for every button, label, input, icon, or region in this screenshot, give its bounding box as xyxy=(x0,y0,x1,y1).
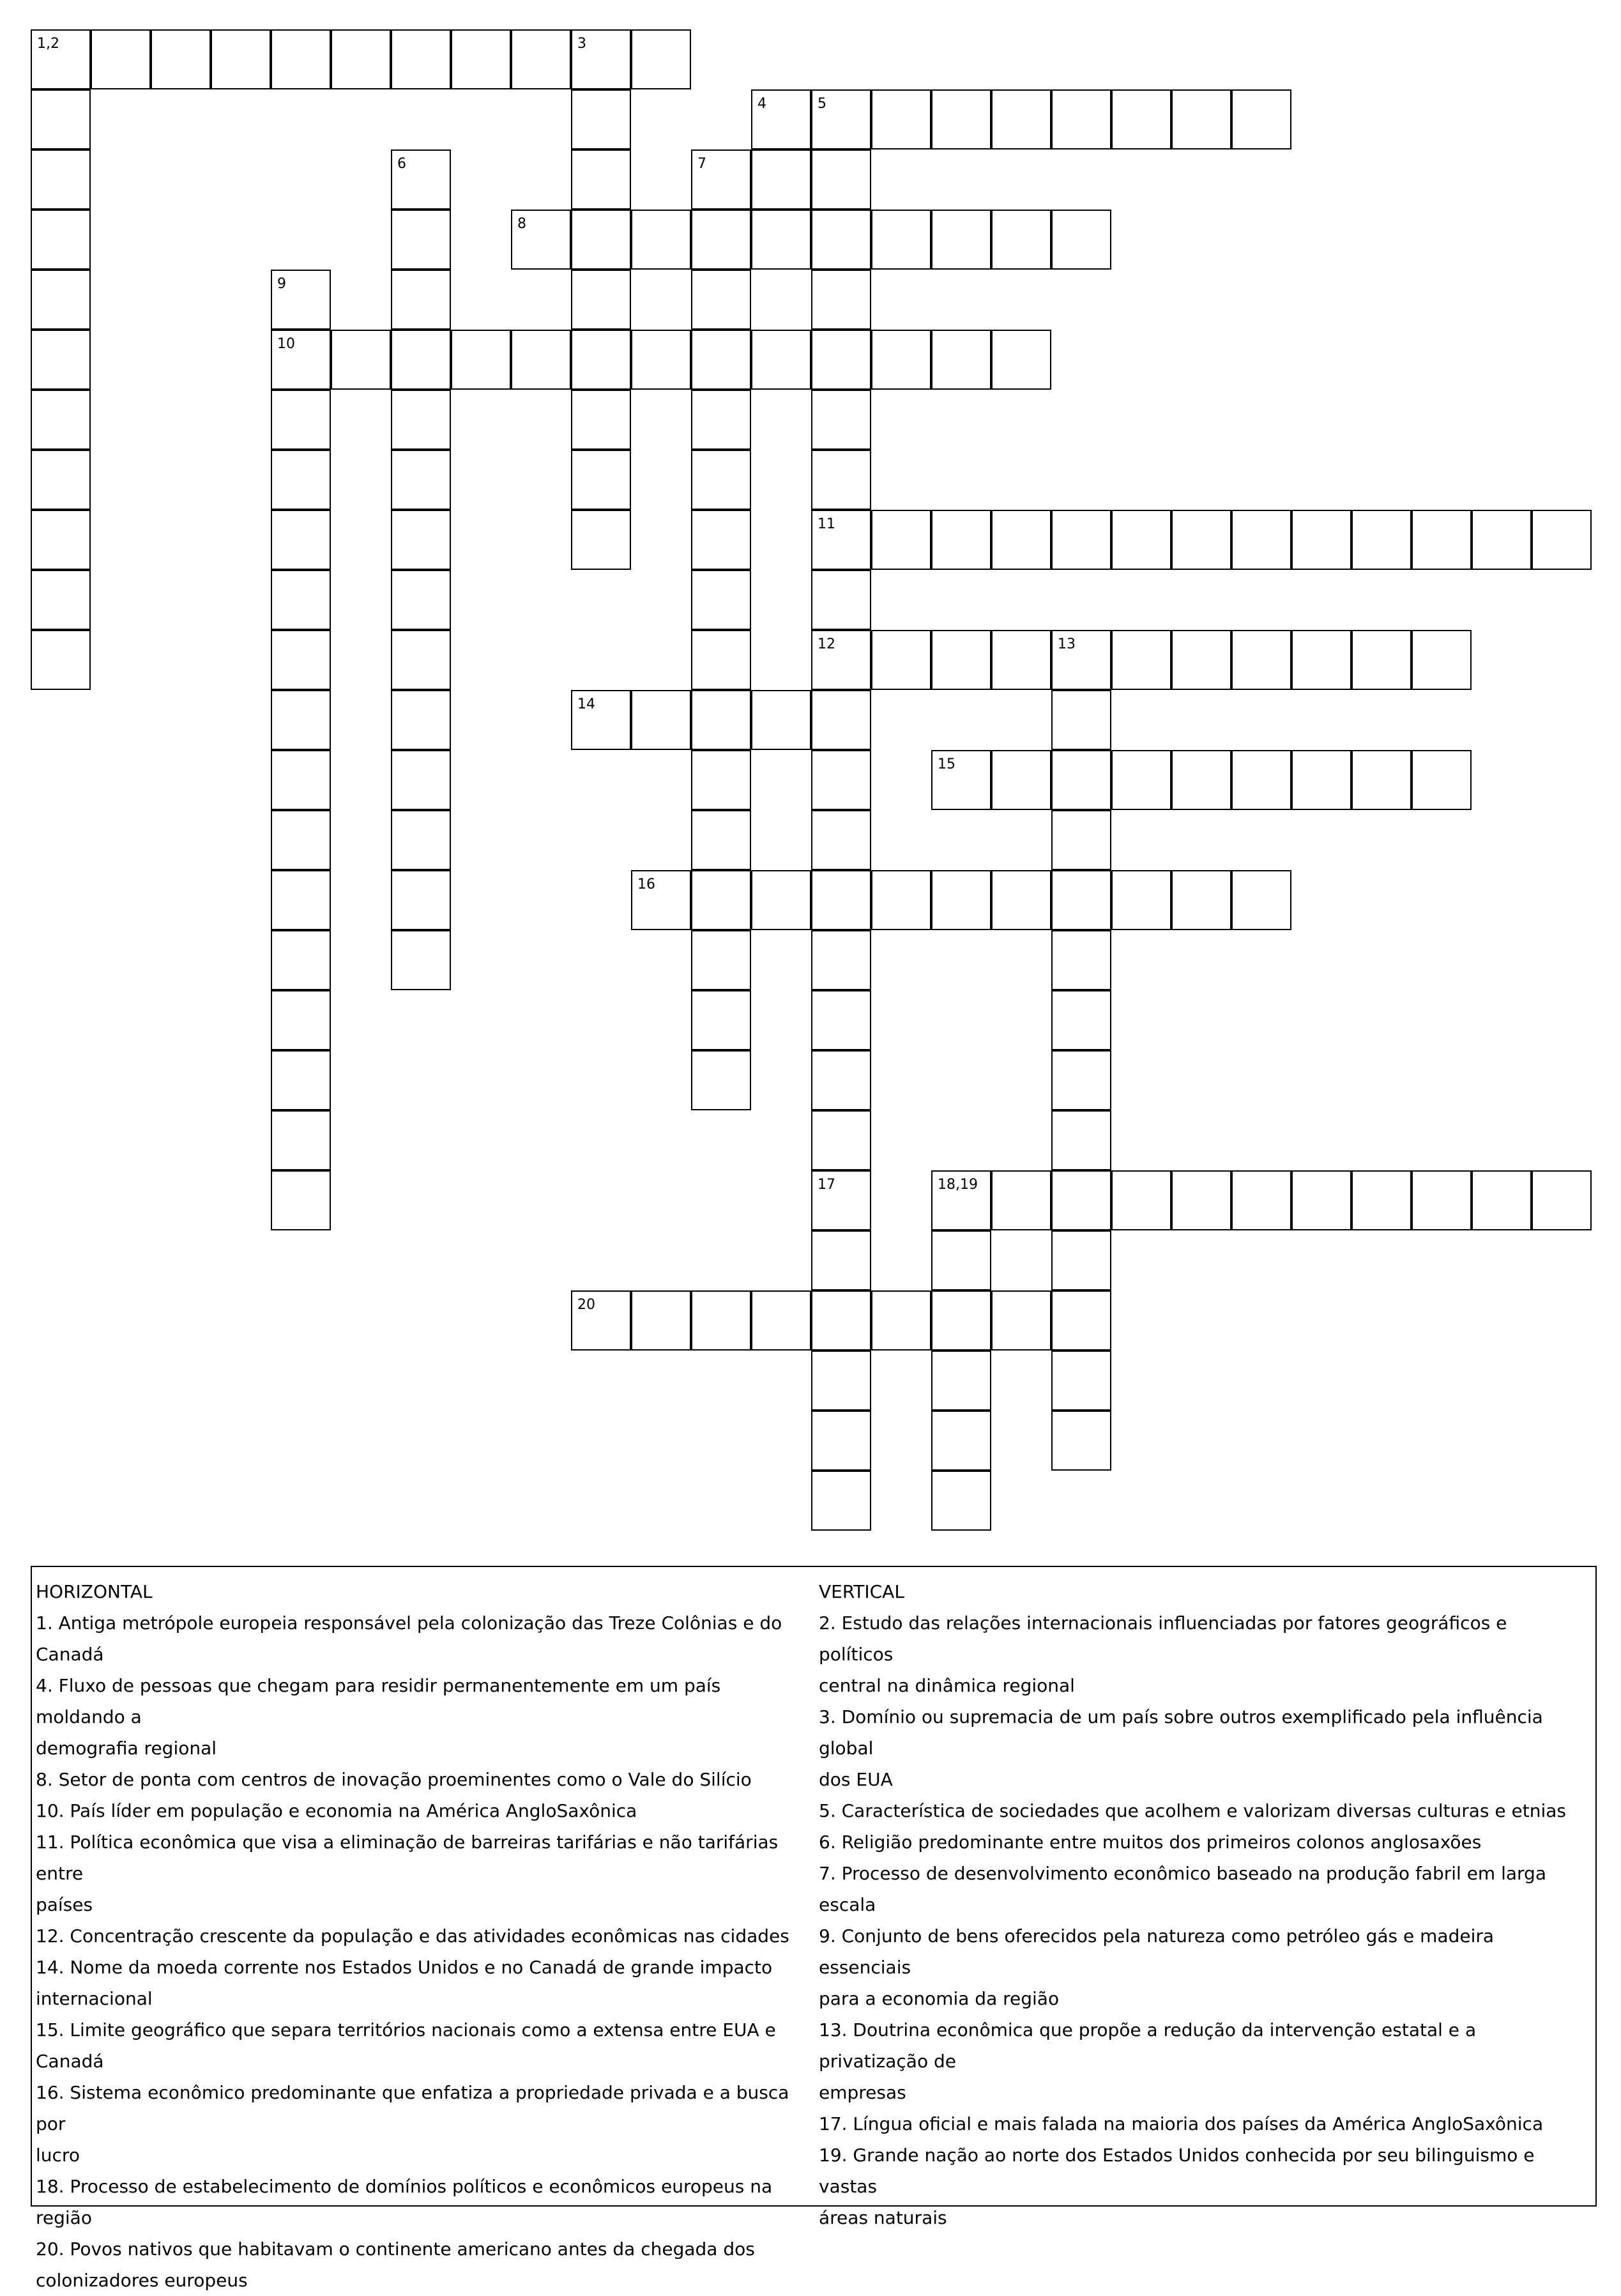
vertical-clues xyxy=(819,1576,1585,2233)
grid-cell[interactable] xyxy=(931,750,991,810)
clue-line: 10. País líder em população e economia na América AngloSaxônica xyxy=(36,1800,637,1821)
clue-line: 3. Domínio ou supremacia de um país sobre outros exemplificado pela influência global xyxy=(819,1706,1543,1759)
grid-cell[interactable] xyxy=(391,570,451,630)
grid-cell[interactable] xyxy=(1412,630,1472,690)
grid-cell[interactable] xyxy=(811,990,871,1050)
grid-cell[interactable] xyxy=(31,149,91,210)
grid-cell[interactable] xyxy=(871,510,931,570)
grid-cell[interactable] xyxy=(391,810,451,870)
grid-cell[interactable] xyxy=(811,1351,871,1411)
clue-line: lucro xyxy=(36,2145,80,2166)
clue-line: 14. Nome da moeda corrente nos Estados Unidos e no Canadá de grande impacto xyxy=(36,1957,773,1978)
clue-number: 15 xyxy=(938,756,955,772)
clue-line: áreas naturais xyxy=(819,2207,947,2228)
grid-cell[interactable] xyxy=(1051,630,1111,690)
grid-cell[interactable] xyxy=(1291,630,1351,690)
clue-line: colonizadores europeus xyxy=(36,2270,248,2291)
grid-cell[interactable] xyxy=(811,570,871,630)
vertical-clue-list xyxy=(819,1607,1585,2233)
grid-cell[interactable] xyxy=(991,89,1051,149)
grid-cell[interactable] xyxy=(571,89,631,149)
grid-cell[interactable] xyxy=(931,89,991,149)
clue-number: 10 xyxy=(277,336,295,352)
clue-line: para a economia da região xyxy=(819,1988,1060,2009)
grid-cell[interactable] xyxy=(811,810,871,870)
grid-cell[interactable] xyxy=(31,510,91,570)
grid-cell[interactable] xyxy=(931,210,991,270)
grid-cell[interactable] xyxy=(811,750,871,810)
grid-cell[interactable] xyxy=(331,330,391,390)
grid-cell[interactable] xyxy=(1051,1110,1111,1170)
clue-number: 5 xyxy=(818,96,826,112)
grid-cell[interactable] xyxy=(691,390,751,450)
grid-cell[interactable] xyxy=(1051,1170,1111,1230)
grid-cell[interactable] xyxy=(931,1230,991,1290)
grid-cell[interactable] xyxy=(811,630,871,690)
grid-cell[interactable] xyxy=(691,750,751,810)
clue-line: 4. Fluxo de pessoas que chegam para residir permanentemente em um país moldando a xyxy=(36,1675,721,1727)
clue-line: 1. Antiga metrópole europeia responsável pela colonização das Treze Colônias e do xyxy=(36,1612,782,1634)
clue-line: 2. Estudo das relações internacionais influenciadas por fatores geográficos e políticos xyxy=(819,1612,1507,1665)
grid-cell[interactable] xyxy=(811,1110,871,1170)
grid-cell[interactable] xyxy=(571,390,631,450)
grid-cell[interactable] xyxy=(271,630,331,690)
grid-cell[interactable] xyxy=(31,330,91,390)
grid-cell[interactable] xyxy=(271,1170,331,1230)
grid-cell[interactable] xyxy=(811,270,871,330)
grid-cell[interactable] xyxy=(991,330,1051,390)
clue-number: 12 xyxy=(818,636,835,652)
clue-line: 13. Doutrina econômica que propõe a redução da intervenção estatal e a privatização de xyxy=(819,2019,1477,2072)
clue-line: internacional xyxy=(36,1988,153,2009)
grid-cell[interactable] xyxy=(1111,1170,1171,1230)
clue-line: 7. Processo de desenvolvimento econômico baseado na produção fabril em larga escala xyxy=(819,1863,1546,1915)
grid-cell[interactable] xyxy=(271,990,331,1050)
grid-cell[interactable] xyxy=(931,630,991,690)
grid-cell[interactable] xyxy=(1051,510,1111,570)
grid-cell[interactable] xyxy=(271,690,331,750)
horizontal-heading: HORIZONTAL xyxy=(36,1581,153,1602)
grid-cell[interactable] xyxy=(811,510,871,570)
grid-cell[interactable] xyxy=(391,29,451,89)
grid-cell[interactable] xyxy=(391,149,451,210)
grid-cell[interactable] xyxy=(1171,870,1231,930)
grid-cell[interactable] xyxy=(391,870,451,930)
grid-cell[interactable] xyxy=(571,149,631,210)
clue-line: empresas xyxy=(819,2082,906,2103)
grid-cell[interactable] xyxy=(691,990,751,1050)
grid-cell[interactable] xyxy=(751,149,811,210)
grid-cell[interactable] xyxy=(391,390,451,450)
clue-number: 14 xyxy=(577,696,595,712)
clue-number: 4 xyxy=(757,96,766,112)
grid-cell[interactable] xyxy=(31,450,91,510)
clue-line: países xyxy=(36,1894,93,1915)
grid-cell[interactable] xyxy=(691,810,751,870)
grid-cell[interactable] xyxy=(691,210,751,270)
grid-cell[interactable] xyxy=(1051,750,1111,810)
grid-cell[interactable] xyxy=(631,330,691,390)
grid-cell[interactable] xyxy=(391,210,451,270)
clue-line: 6. Religião predominante entre muitos dos primeiros colonos anglosaxões xyxy=(819,1832,1482,1853)
grid-cell[interactable] xyxy=(931,1471,991,1531)
grid-cell[interactable] xyxy=(691,570,751,630)
grid-cell[interactable] xyxy=(691,330,751,390)
grid-cell[interactable] xyxy=(1051,210,1111,270)
grid-cell[interactable] xyxy=(271,750,331,810)
grid-cell[interactable] xyxy=(1051,1230,1111,1290)
grid-cell[interactable] xyxy=(511,330,571,390)
grid-cell[interactable] xyxy=(271,930,331,990)
grid-cell[interactable] xyxy=(991,750,1051,810)
grid-cell[interactable] xyxy=(751,210,811,270)
grid-cell[interactable] xyxy=(1532,510,1592,570)
clue-line: Canadá xyxy=(36,2051,104,2072)
grid-cell[interactable] xyxy=(751,89,811,149)
grid-cell[interactable] xyxy=(991,870,1051,930)
grid-cell[interactable] xyxy=(571,210,631,270)
grid-cell[interactable] xyxy=(1171,1170,1231,1230)
clue-line: 20. Povos nativos que habitavam o continente americano antes da chegada dos xyxy=(36,2239,755,2260)
grid-cell[interactable] xyxy=(391,450,451,510)
grid-cell[interactable] xyxy=(391,270,451,330)
grid-cell[interactable] xyxy=(1412,510,1472,570)
grid-cell[interactable] xyxy=(1051,930,1111,990)
clue-number: 7 xyxy=(697,156,706,172)
grid-cell[interactable] xyxy=(1171,630,1231,690)
grid-cell[interactable] xyxy=(331,29,391,89)
grid-cell[interactable] xyxy=(931,330,991,390)
grid-cell[interactable] xyxy=(571,690,631,750)
grid-cell[interactable] xyxy=(811,450,871,510)
grid-cell[interactable] xyxy=(811,870,871,930)
grid-cell[interactable] xyxy=(1231,89,1291,149)
grid-cell[interactable] xyxy=(151,29,211,89)
grid-cell[interactable] xyxy=(271,450,331,510)
grid-cell[interactable] xyxy=(571,1290,631,1351)
grid-cell[interactable] xyxy=(1111,750,1171,810)
grid-cell[interactable] xyxy=(571,330,631,390)
grid-cell[interactable] xyxy=(871,870,931,930)
grid-cell[interactable] xyxy=(391,510,451,570)
grid-cell[interactable] xyxy=(391,330,451,390)
grid-cell[interactable] xyxy=(1351,750,1412,810)
grid-cell[interactable] xyxy=(31,89,91,149)
grid-cell[interactable] xyxy=(751,330,811,390)
clue-line: central na dinâmica regional xyxy=(819,1675,1075,1696)
grid-cell[interactable] xyxy=(1472,510,1532,570)
grid-cell[interactable] xyxy=(1051,1351,1111,1411)
grid-cell[interactable] xyxy=(271,510,331,570)
grid-cell[interactable] xyxy=(571,29,631,89)
grid-cell[interactable] xyxy=(391,930,451,990)
vertical-heading: VERTICAL xyxy=(819,1581,904,1602)
grid-cell[interactable] xyxy=(691,1290,751,1351)
grid-cell[interactable] xyxy=(1051,810,1111,870)
grid-cell[interactable] xyxy=(691,930,751,990)
grid-cell[interactable] xyxy=(931,1170,991,1230)
clues-box xyxy=(31,1566,1597,2291)
grid-cell[interactable] xyxy=(991,1170,1051,1230)
grid-cell[interactable] xyxy=(931,1351,991,1411)
grid-cell[interactable] xyxy=(811,690,871,750)
grid-cell[interactable] xyxy=(1472,1170,1532,1230)
grid-cell[interactable] xyxy=(811,149,871,210)
grid-cell[interactable] xyxy=(871,210,931,270)
clue-number: 8 xyxy=(517,216,526,232)
grid-cell[interactable] xyxy=(1231,510,1291,570)
clue-line: 17. Língua oficial e mais falada na maioria dos países da América AngloSaxônica xyxy=(819,2113,1544,2134)
grid-cell[interactable] xyxy=(271,570,331,630)
grid-cell[interactable] xyxy=(991,210,1051,270)
grid-cell[interactable] xyxy=(751,870,811,930)
grid-cell[interactable] xyxy=(1051,1290,1111,1351)
clue-number: 1,2 xyxy=(37,36,59,52)
grid-cell[interactable] xyxy=(1412,750,1472,810)
grid-cell[interactable] xyxy=(931,870,991,930)
grid-cell[interactable] xyxy=(691,149,751,210)
grid-cell[interactable] xyxy=(691,270,751,330)
grid-cell[interactable] xyxy=(631,29,691,89)
grid-cell[interactable] xyxy=(271,870,331,930)
clue-line: 8. Setor de ponta com centros de inovação proeminentes como o Vale do Silício xyxy=(36,1769,752,1790)
grid-cell[interactable] xyxy=(991,1290,1051,1351)
grid-cell[interactable] xyxy=(1051,1411,1111,1471)
grid-cell[interactable] xyxy=(1171,510,1231,570)
grid-cell[interactable] xyxy=(271,270,331,330)
grid-cell[interactable] xyxy=(1351,630,1412,690)
grid-cell[interactable] xyxy=(811,1230,871,1290)
grid-cell[interactable] xyxy=(1351,510,1412,570)
grid-cell[interactable] xyxy=(811,930,871,990)
grid-cell[interactable] xyxy=(931,510,991,570)
grid-cell[interactable] xyxy=(571,450,631,510)
grid-cell[interactable] xyxy=(811,1050,871,1110)
grid-cell[interactable] xyxy=(811,210,871,270)
grid-cell[interactable] xyxy=(1532,1170,1592,1230)
clue-line: 16. Sistema econômico predominante que enfatiza a propriedade privada e a busca por xyxy=(36,2082,789,2134)
grid-cell[interactable] xyxy=(871,630,931,690)
clue-number: 3 xyxy=(577,36,586,52)
grid-cell[interactable] xyxy=(211,29,271,89)
grid-cell[interactable] xyxy=(1291,510,1351,570)
grid-cell[interactable] xyxy=(1231,1170,1291,1230)
clue-number: 16 xyxy=(637,876,655,892)
grid-cell[interactable] xyxy=(1051,1050,1111,1110)
grid-cell[interactable] xyxy=(271,1110,331,1170)
grid-cell[interactable] xyxy=(1171,750,1231,810)
grid-cell[interactable] xyxy=(811,390,871,450)
grid-cell[interactable] xyxy=(631,210,691,270)
grid-cell[interactable] xyxy=(871,330,931,390)
clue-number: 20 xyxy=(577,1297,595,1313)
grid-cell[interactable] xyxy=(31,390,91,450)
grid-cell[interactable] xyxy=(1231,870,1291,930)
grid-cell[interactable] xyxy=(31,210,91,270)
grid-cell[interactable] xyxy=(991,630,1051,690)
grid-cell[interactable] xyxy=(1111,89,1171,149)
horizontal-clue-list xyxy=(36,1607,809,2296)
clue-line: 9. Conjunto de bens oferecidos pela natureza como petróleo gás e madeira essenciais xyxy=(819,1925,1495,1978)
grid-cell[interactable] xyxy=(1231,750,1291,810)
grid-cell[interactable] xyxy=(751,690,811,750)
grid-cell[interactable] xyxy=(751,1290,811,1351)
clue-line: 15. Limite geográfico que separa territórios nacionais como a extensa entre EUA e xyxy=(36,2019,776,2040)
clue-number: 9 xyxy=(277,276,286,292)
grid-cell[interactable] xyxy=(1051,990,1111,1050)
grid-cell[interactable] xyxy=(691,510,751,570)
clue-line: demografia regional xyxy=(36,1738,217,1759)
clue-number: 6 xyxy=(397,156,406,172)
grid-cell[interactable] xyxy=(1171,89,1231,149)
clue-line: 19. Grande nação ao norte dos Estados Unidos conhecida por seu bilinguismo e vastas xyxy=(819,2145,1535,2197)
grid-cell[interactable] xyxy=(1351,1170,1412,1230)
grid-cell[interactable] xyxy=(631,870,691,930)
clue-line: 12. Concentração crescente da população e das atividades econômicas nas cidades xyxy=(36,1925,789,1947)
grid-cell[interactable] xyxy=(811,1471,871,1531)
grid-cell[interactable] xyxy=(31,630,91,690)
grid-cell[interactable] xyxy=(991,510,1051,570)
grid-cell[interactable] xyxy=(271,810,331,870)
grid-cell[interactable] xyxy=(1051,89,1111,149)
grid-cell[interactable] xyxy=(691,450,751,510)
grid-cell[interactable] xyxy=(451,330,511,390)
clue-number: 13 xyxy=(1058,636,1076,652)
grid-cell[interactable] xyxy=(811,89,871,149)
grid-cell[interactable] xyxy=(31,270,91,330)
grid-cell[interactable] xyxy=(871,89,931,149)
clue-number: 17 xyxy=(818,1177,835,1193)
grid-cell[interactable] xyxy=(1051,870,1111,930)
grid-cell[interactable] xyxy=(931,1411,991,1471)
grid-cell[interactable] xyxy=(931,1290,991,1351)
grid-cell[interactable] xyxy=(1291,750,1351,810)
grid-cell[interactable] xyxy=(271,29,331,89)
clue-number: 18,19 xyxy=(938,1177,978,1193)
grid-cell[interactable] xyxy=(1412,1170,1472,1230)
grid-cell[interactable] xyxy=(31,570,91,630)
grid-cell[interactable] xyxy=(871,1290,931,1351)
clue-line: dos EUA xyxy=(819,1769,893,1790)
grid-cell[interactable] xyxy=(811,1411,871,1471)
grid-cell[interactable] xyxy=(1051,690,1111,750)
grid-cell[interactable] xyxy=(1111,510,1171,570)
grid-cell[interactable] xyxy=(391,750,451,810)
grid-cell[interactable] xyxy=(571,510,631,570)
grid-cell[interactable] xyxy=(1111,870,1171,930)
clue-line: 11. Política econômica que visa a eliminação de barreiras tarifárias e não tarifárias entre xyxy=(36,1832,779,1884)
grid-cell[interactable] xyxy=(631,690,691,750)
grid-cell[interactable] xyxy=(571,270,631,330)
grid-cell[interactable] xyxy=(271,330,331,390)
horizontal-clues xyxy=(36,1576,809,2296)
grid-cell[interactable] xyxy=(811,1170,871,1230)
grid-cell[interactable] xyxy=(271,390,331,450)
grid-cell[interactable] xyxy=(631,1290,691,1351)
grid-cell[interactable] xyxy=(91,29,151,89)
clue-line: Canadá xyxy=(36,1644,104,1665)
grid-cell[interactable] xyxy=(691,630,751,690)
grid-cell[interactable] xyxy=(811,330,871,390)
clue-line: 5. Característica de sociedades que acolhem e valorizam diversas culturas e etnias xyxy=(819,1800,1566,1821)
grid-cell[interactable] xyxy=(391,630,451,690)
grid-cell[interactable] xyxy=(1111,630,1171,690)
grid-cell[interactable] xyxy=(1291,1170,1351,1230)
grid-cell[interactable] xyxy=(31,29,91,89)
clue-number: 11 xyxy=(818,516,835,532)
grid-cell[interactable] xyxy=(1231,630,1291,690)
grid-cell[interactable] xyxy=(451,29,511,89)
grid-cell[interactable] xyxy=(691,870,751,930)
grid-cell[interactable] xyxy=(691,690,751,750)
grid-cell[interactable] xyxy=(811,1290,871,1351)
grid-cell[interactable] xyxy=(511,29,571,89)
grid-cell[interactable] xyxy=(391,690,451,750)
grid-cell[interactable] xyxy=(271,1050,331,1110)
clue-line: 18. Processo de estabelecimento de domínios políticos e econômicos europeus na região xyxy=(36,2176,773,2228)
grid-cell[interactable] xyxy=(691,1050,751,1110)
grid-cell[interactable] xyxy=(511,210,571,270)
